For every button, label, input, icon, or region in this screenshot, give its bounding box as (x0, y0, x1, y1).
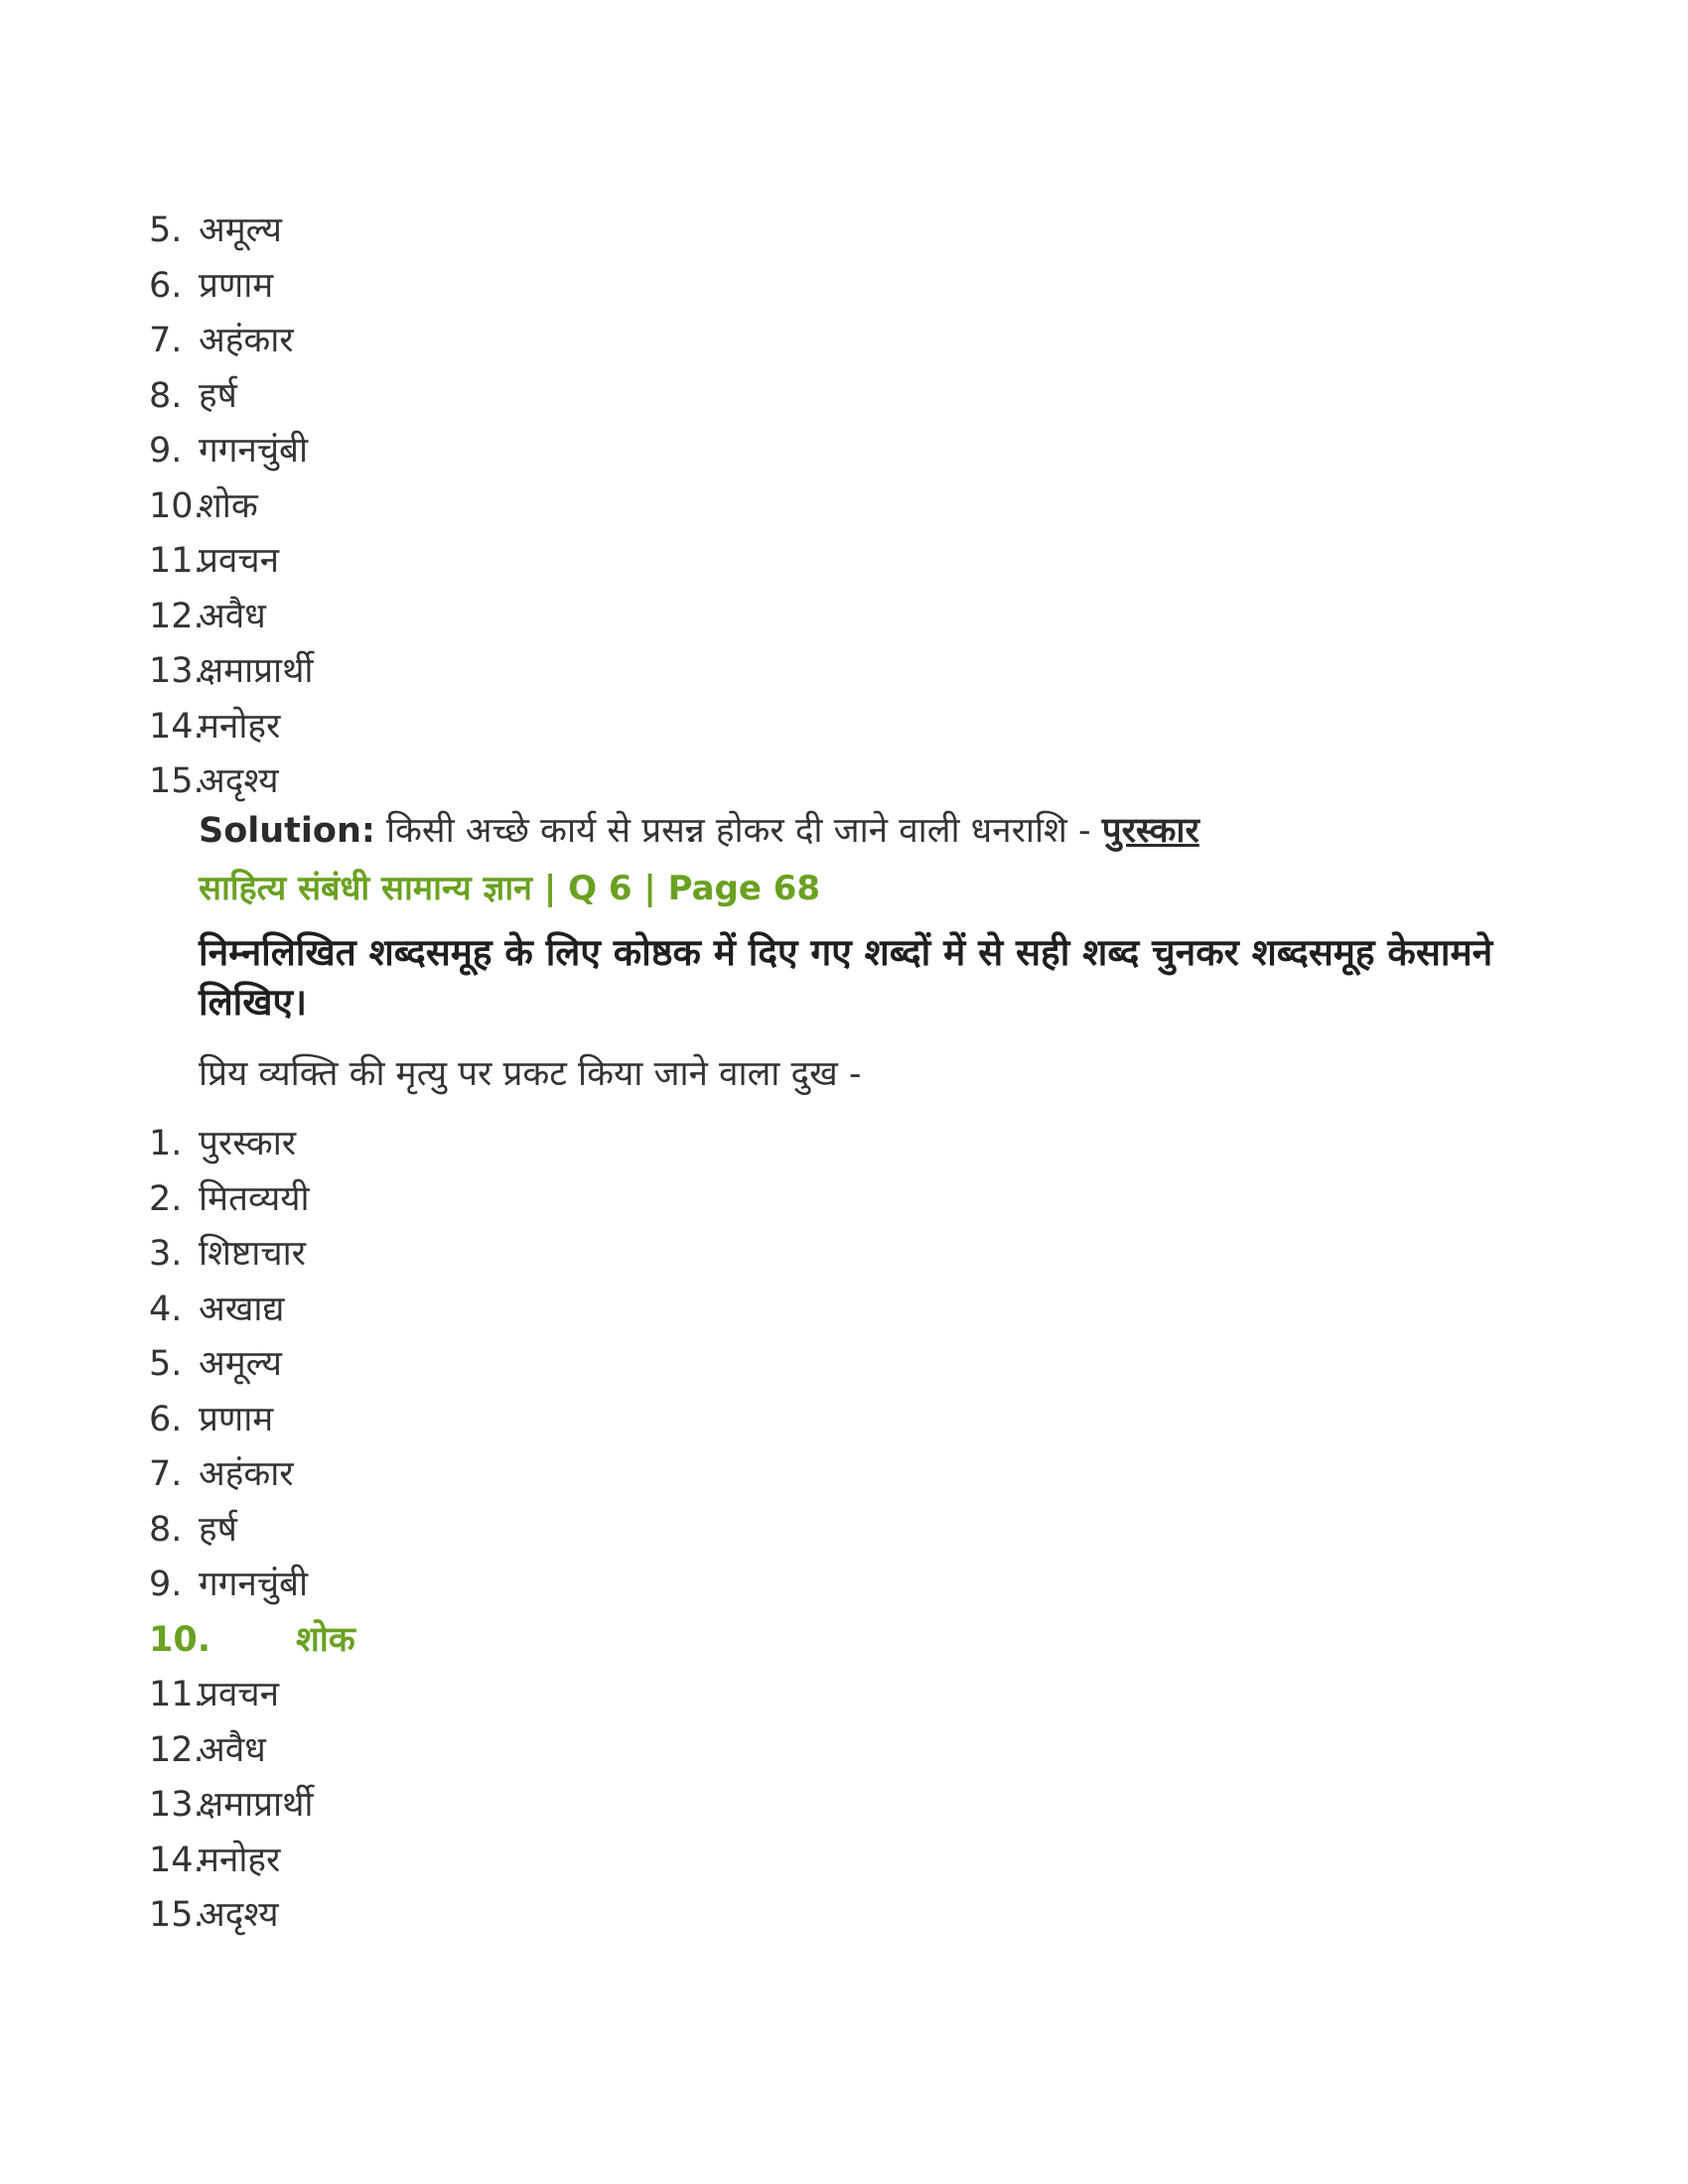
list-item-number: 15. (149, 1895, 205, 1935)
solution-text: किसी अच्छे कार्य से प्रसन्न होकर दी जाने वाली धनराशि - (374, 811, 1102, 851)
list-item-number: 9. (149, 1565, 183, 1604)
list-item-text: हर्ष (199, 375, 237, 416)
list-item-text: अदृश्य (199, 761, 279, 801)
list-item-number: 10. (149, 485, 205, 526)
list-item-number: 14. (149, 706, 205, 747)
list-item-text: अहंकार (199, 1454, 294, 1494)
list-item-text: क्षमाप्रार्थी (199, 1785, 314, 1825)
list-item-text: अमूल्य (199, 210, 282, 250)
list-item-number: 6. (149, 265, 183, 306)
solution-answer: पुरस्कार (1101, 811, 1199, 851)
list-item-text: अवैध (199, 1729, 266, 1770)
list-item-number: 11. (149, 1675, 205, 1714)
list-item-number: 8. (149, 1509, 183, 1550)
list-item-text: शोक (296, 1619, 355, 1660)
section-heading: साहित्य संबंधी सामान्य ज्ञान | Q 6 | Page 68 (199, 869, 821, 908)
list-item-text: शोक (199, 485, 258, 526)
list-item-text: प्रवचन (199, 541, 280, 581)
list-item-text: अवैध (199, 596, 266, 636)
solution-label: Solution: (199, 811, 375, 851)
list-item-text: अदृश्य (199, 1895, 279, 1935)
list-item-number: 9. (149, 431, 183, 471)
list-item-text: क्षमाप्रार्थी (199, 651, 314, 691)
list-item-number: 12. (149, 1729, 205, 1770)
list-item-number: 10. (149, 1619, 211, 1660)
list-item-number: 7. (149, 1454, 183, 1494)
list-item-number: 3. (149, 1234, 183, 1274)
list-item-text: पुरस्कार (199, 1124, 297, 1163)
list-item-number: 4. (149, 1289, 183, 1329)
list-item-text: प्रणाम (199, 265, 274, 306)
list-item-number: 5. (149, 1344, 183, 1384)
list-item-number: 14. (149, 1840, 205, 1880)
list-item-text: अमूल्य (199, 1344, 282, 1384)
list-item-number: 13. (149, 1785, 205, 1825)
list-item-text: अखाद्य (199, 1289, 285, 1329)
list-item-number: 7. (149, 321, 183, 360)
question-text: निम्नलिखित शब्दसमूह के लिए कोष्ठक में दिए गए शब्दों में से सही शब्द चुनकर शब्दसमूह केसामने लिखिए। (199, 931, 1493, 1024)
list-item-text: मनोहर (199, 706, 281, 747)
list-item-text: मितव्ययी (199, 1178, 310, 1219)
list-item-number: 8. (149, 375, 183, 416)
list-item-text: गगनचुंबी (199, 1565, 309, 1604)
list-item-number: 12. (149, 596, 205, 636)
solution-line (199, 804, 1199, 859)
list-item-number: 6. (149, 1399, 183, 1439)
list-item-number: 1. (149, 1124, 183, 1163)
list-item-text: प्रणाम (199, 1399, 274, 1439)
list-item-number: 2. (149, 1178, 183, 1219)
list-item-text: मनोहर (199, 1840, 281, 1880)
list-item-text: प्रवचन (199, 1675, 280, 1714)
list-item-number: 11. (149, 541, 205, 581)
list-item-text: शिष्टाचार (199, 1234, 306, 1274)
list-item-text: अहंकार (199, 321, 294, 360)
list-item-text: गगनचुंबी (199, 431, 309, 471)
list-item-number: 15. (149, 761, 205, 801)
list-item-number: 5. (149, 210, 183, 250)
list-item-text: हर्ष (199, 1509, 237, 1550)
question-prompt: प्रिय व्यक्ति की मृत्यु पर प्रकट किया जाने वाला दुख - (199, 1054, 862, 1094)
list-item-number: 13. (149, 651, 205, 691)
